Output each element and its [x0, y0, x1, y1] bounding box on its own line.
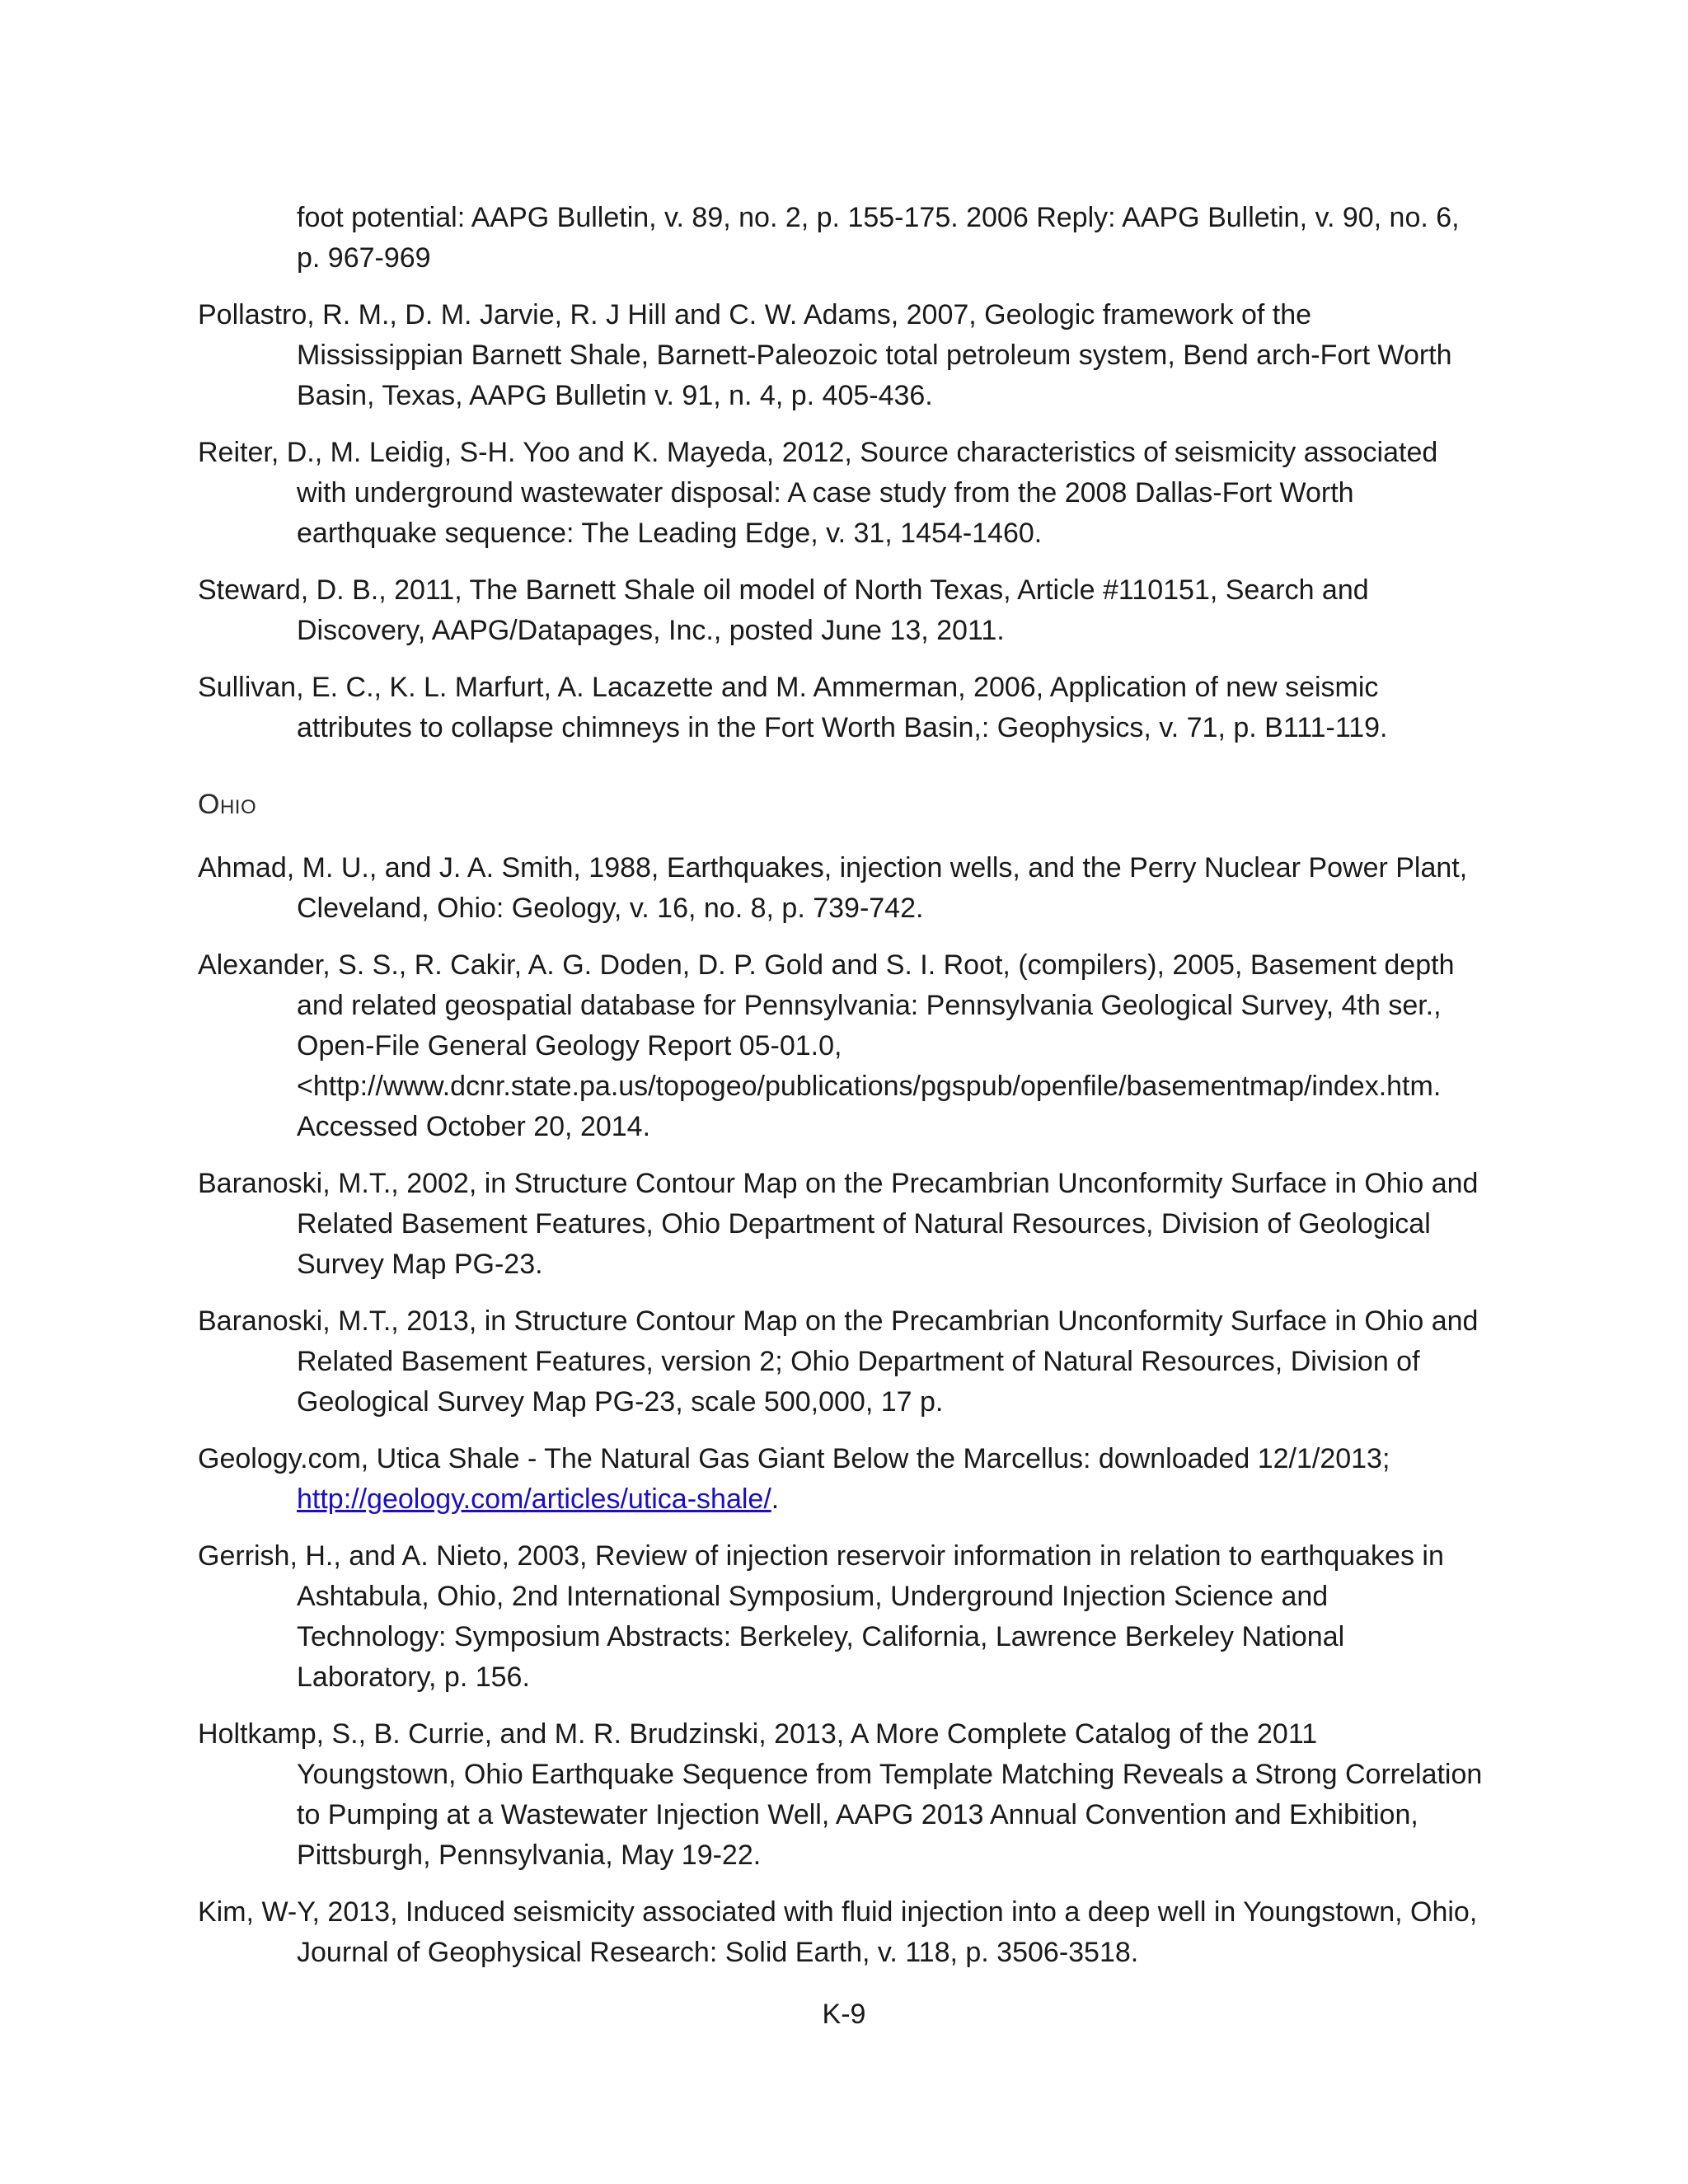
reference-entry: Baranoski, M.T., 2002, in Structure Contour Map on the Precambrian Unconformity Surface in Ohio and Related Basement Features, Ohio Department of Natural Resources, Division of Geological Survey Map PG-23.: [198, 1168, 1479, 1280]
reference-link[interactable]: http://geology.com/articles/utica-shale/: [297, 1483, 771, 1515]
reference-entry-with-link: [198, 1439, 1484, 1520]
reference-entry: Sullivan, E. C., K. L. Marfurt, A. Lacazette and M. Ammerman, 2006, Application of new seismic attributes to collapse chimneys in the Fort Worth Basin,: Geophysics, v. 71, p. B111-119.: [198, 672, 1388, 743]
reference-entry: Ahmad, M. U., and J. A. Smith, 1988, Earthquakes, injection wells, and the Perry Nuclear Power Plant, Cleveland, Ohio: Geology, v. 16, no. 8, p. 739-742.: [198, 852, 1468, 924]
reference-entry: Steward, D. B., 2011, The Barnett Shale oil model of North Texas, Article #110151, Search and Discovery, AAPG/Datapages, Inc., posted June 13, 2011.: [198, 574, 1369, 646]
reference-entry: Pollastro, R. M., D. M. Jarvie, R. J Hill and C. W. Adams, 2007, Geologic framework of the Mississippian Barnett Shale, Barnett-Paleozoic total petroleum system, Bend arch-Fort Worth Basin, Texas, AAPG Bulletin v. 91, n. 4, p. 405-436.: [198, 299, 1452, 411]
reference-text: Geology.com, Utica Shale - The Natural Gas Giant Below the Marcellus: downloaded 12/1/2013;: [198, 1443, 1390, 1474]
reference-entry: Alexander, S. S., R. Cakir, A. G. Doden, D. P. Gold and S. I. Root, (compilers), 2005, Basement depth and related geospatial database for Pennsylvania: Pennsylvania Geological Survey, 4th ser., Open-File General Geology Report 05-01.0, <http://www.dcnr.state.pa.us/topogeo/publications/pgspub/openfile/basementmap/index.htm. Accessed October 20, 2014.: [198, 949, 1455, 1142]
references-list: [198, 198, 1484, 1990]
reference-entry: Holtkamp, S., B. Currie, and M. R. Brudzinski, 2013, A More Complete Catalog of the 2011 Youngstown, Ohio Earthquake Sequence from Template Matching Reveals a Strong Correlation to Pumping at a Wastewater Injection Well, AAPG 2013 Annual Convention and Exhibition, Pittsburgh, Pennsylvania, May 19-22.: [198, 1718, 1483, 1871]
reference-entry: Reiter, D., M. Leidig, S-H. Yoo and K. Mayeda, 2012, Source characteristics of seismicity associated with underground wastewater disposal: A case study from the 2008 Dallas-Fort Worth earthquake sequence: The Leading Edge, v. 31, 1454-1460.: [198, 437, 1438, 549]
reference-entry: Kim, W-Y, 2013, Induced seismicity associated with fluid injection into a deep well in Youngstown, Ohio, Journal of Geophysical Research: Solid Earth, v. 118, p. 3506-3518.: [198, 1896, 1478, 1968]
reference-entry-continued: foot potential: AAPG Bulletin, v. 89, no. 2, p. 155-175. 2006 Reply: AAPG Bulletin, v. 90, no. 6, p. 967-969: [297, 202, 1460, 274]
section-heading-ohio: Ohio: [198, 789, 257, 820]
reference-entry: Gerrish, H., and A. Nieto, 2003, Review of injection reservoir information in relation to earthquakes in Ashtabula, Ohio, 2nd International Symposium, Underground Injection Science and Technology: Symposium Abstracts: Berkeley, California, Lawrence Berkeley National Laboratory, p. 156.: [198, 1540, 1444, 1693]
reference-entry: Baranoski, M.T., 2013, in Structure Contour Map on the Precambrian Unconformity Surface in Ohio and Related Basement Features, version 2; Ohio Department of Natural Resources, Division of Geological Survey Map PG-23, scale 500,000, 17 p.: [198, 1305, 1479, 1418]
page-number: K-9: [822, 1999, 866, 2030]
reference-text-trailing: .: [771, 1483, 780, 1515]
